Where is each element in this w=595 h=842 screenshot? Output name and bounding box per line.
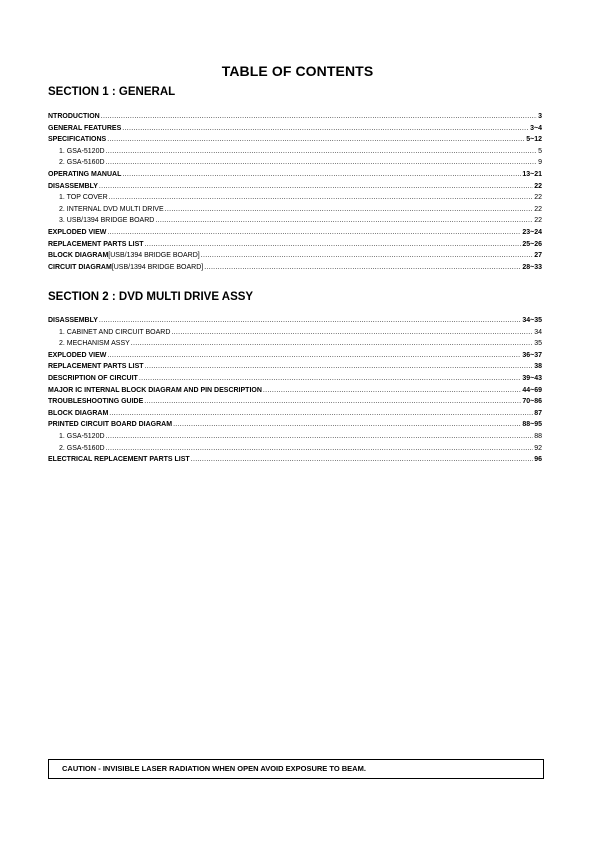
dot-leader: [99, 181, 533, 193]
toc-entry-page: 3: [538, 113, 542, 120]
toc-entry[interactable]: [48, 443, 542, 455]
toc-entry[interactable]: [48, 146, 542, 158]
toc-entry-title: 1. CABINET AND CIRCUIT BOARD: [59, 328, 171, 336]
toc-entry-page: 9: [538, 159, 542, 167]
toc-entry-page: 92: [534, 444, 542, 452]
toc-entry-title: 1. GSA-5120D: [59, 147, 105, 155]
dot-leader: [165, 204, 534, 216]
toc-entry[interactable]: [48, 215, 542, 227]
toc-entry-page: 87: [534, 409, 542, 417]
toc-entry-suffix: [USB/1394 BRIDGE BOARD]: [111, 263, 204, 271]
dot-leader: [106, 431, 534, 443]
toc-entry[interactable]: [48, 385, 542, 397]
toc-entry-title: 1. GSA-5120D: [59, 432, 105, 440]
dot-leader: [204, 262, 521, 274]
dot-leader: [101, 111, 537, 123]
dot-leader: [109, 408, 533, 420]
section-heading-1: SECTION 1 : GENERAL: [48, 86, 176, 98]
toc-entry-title: BLOCK DIAGRAM: [48, 409, 109, 417]
toc-entry-title: OPERATING MANUAL: [48, 170, 122, 178]
section-heading-2: SECTION 2 : DVD MULTI DRIVE ASSY: [48, 291, 254, 303]
toc-entry-title: 2. MECHANISM ASSY: [59, 340, 130, 348]
toc-entry-page: 5~12: [526, 136, 542, 144]
toc-entry-title: 1. TOP COVER: [59, 194, 108, 202]
dot-leader: [139, 373, 521, 385]
toc-entry[interactable]: [48, 408, 542, 420]
toc-entry-title: EXPLODED VIEW: [48, 351, 107, 359]
toc-entry-title: MAJOR IC INTERNAL BLOCK DIAGRAM AND PIN DESCRIPTION: [48, 386, 262, 394]
toc-entry-page: 22: [534, 217, 542, 225]
toc-entry[interactable]: [48, 315, 542, 327]
toc-entry[interactable]: [48, 111, 542, 123]
dot-leader: [155, 215, 533, 227]
toc-entry-page: 27: [534, 252, 542, 260]
toc-entry-title: 2. GSA-5160D: [59, 444, 105, 452]
dot-leader: [131, 338, 533, 350]
dot-leader: [109, 192, 534, 204]
toc-entry-page: 88: [534, 432, 542, 440]
toc-entry[interactable]: [48, 431, 542, 443]
toc-entry-title: GENERAL FEATURES: [48, 124, 122, 132]
dot-leader: [99, 315, 521, 327]
dot-leader: [144, 396, 521, 408]
dot-leader: [106, 157, 538, 169]
toc-list-section-2: [48, 315, 542, 466]
toc-entry-page: 25~26: [522, 240, 542, 248]
toc-entry-page: 70~86: [522, 398, 542, 406]
toc-entry-page: 39~43: [522, 374, 542, 382]
toc-entry-page: 5: [538, 147, 542, 155]
dot-leader: [145, 239, 522, 251]
toc-entry-title: TROUBLESHOOTING GUIDE: [48, 398, 144, 406]
toc-entry[interactable]: [48, 454, 542, 466]
caution-notice: CAUTION - INVISIBLE LASER RADIATION WHEN OPEN AVOID EXPOSURE TO BEAM.: [48, 759, 544, 779]
dot-leader: [171, 327, 533, 339]
toc-entry-page: 22: [534, 194, 542, 202]
toc-entry[interactable]: [48, 250, 542, 262]
toc-entry[interactable]: [48, 169, 542, 181]
toc-entry-title: PRINTED CIRCUIT BOARD DIAGRAM: [48, 421, 173, 429]
dot-leader: [173, 419, 521, 431]
toc-entry-page: 96: [534, 456, 542, 464]
toc-entry[interactable]: [48, 373, 542, 385]
toc-entry[interactable]: [48, 419, 542, 431]
toc-entry-suffix: [USB/1394 BRIDGE BOARD]: [108, 252, 200, 260]
toc-entry-title: REPLACEMENT PARTS LIST: [48, 363, 144, 371]
toc-entry[interactable]: [48, 338, 542, 350]
toc-entry-page: 88~95: [522, 421, 542, 429]
toc-entry[interactable]: [48, 123, 542, 135]
page-title: TABLE OF CONTENTS: [221, 63, 374, 79]
toc-entry[interactable]: [48, 204, 542, 216]
dot-leader: [201, 250, 534, 262]
toc-entry[interactable]: [48, 239, 542, 251]
toc-entry-page: 22: [534, 182, 542, 190]
toc-entry[interactable]: [48, 396, 542, 408]
toc-entry-title: DISASSEMBLY: [48, 317, 98, 324]
toc-entry-page: 36~37: [522, 351, 542, 359]
toc-entry[interactable]: [48, 192, 542, 204]
toc-entry-page: 34~35: [522, 317, 542, 324]
toc-entry[interactable]: [48, 361, 542, 373]
dot-leader: [122, 169, 521, 181]
toc-entry-page: 3~4: [530, 124, 542, 132]
toc-entry-page: 23~24: [522, 228, 542, 236]
dot-leader: [106, 146, 538, 158]
toc-entry-page: 35: [534, 340, 542, 348]
dot-leader: [191, 454, 534, 466]
toc-entry[interactable]: [48, 262, 542, 274]
dot-leader: [107, 134, 525, 146]
toc-entry[interactable]: [48, 327, 542, 339]
toc-entry-title: DESCRIPTION OF CIRCUIT: [48, 374, 138, 382]
toc-entry-page: 22: [534, 205, 542, 213]
toc-entry-title: BLOCK DIAGRAM: [48, 252, 109, 260]
toc-entry[interactable]: [48, 227, 542, 239]
toc-list-section-1: [48, 111, 542, 273]
dot-leader: [122, 123, 529, 135]
toc-entry-page: 13~21: [522, 170, 542, 178]
toc-entry-title: 2. GSA-5160D: [59, 159, 105, 167]
dot-leader: [107, 350, 521, 362]
toc-entry-title: REPLACEMENT PARTS LIST: [48, 240, 144, 248]
toc-entry[interactable]: [48, 350, 542, 362]
dot-leader: [263, 385, 521, 397]
dot-leader: [106, 443, 534, 455]
toc-entry[interactable]: [48, 157, 542, 169]
toc-entry-title: 3. USB/1394 BRIDGE BOARD: [59, 217, 155, 225]
toc-entry-title: DISASSEMBLY: [48, 182, 98, 190]
toc-entry-page: 34: [534, 328, 542, 336]
toc-entry-page: 38: [534, 363, 542, 371]
toc-entry-title: ELECTRICAL REPLACEMENT PARTS LIST: [48, 456, 190, 464]
toc-entry[interactable]: [48, 181, 542, 193]
toc-entry-title: 2. INTERNAL DVD MULTI DRIVE: [59, 205, 164, 213]
toc-entry-title: CIRCUIT DIAGRAM: [48, 263, 112, 271]
toc-entry-title: EXPLODED VIEW: [48, 228, 107, 236]
dot-leader: [107, 227, 521, 239]
toc-entry-page: 28~33: [522, 263, 542, 271]
dot-leader: [145, 361, 534, 373]
toc-entry[interactable]: [48, 134, 542, 146]
toc-entry-title: NTRODUCTION: [48, 113, 100, 120]
toc-entry-page: 44~69: [522, 386, 542, 394]
toc-entry-title: SPECIFICATIONS: [48, 136, 107, 144]
